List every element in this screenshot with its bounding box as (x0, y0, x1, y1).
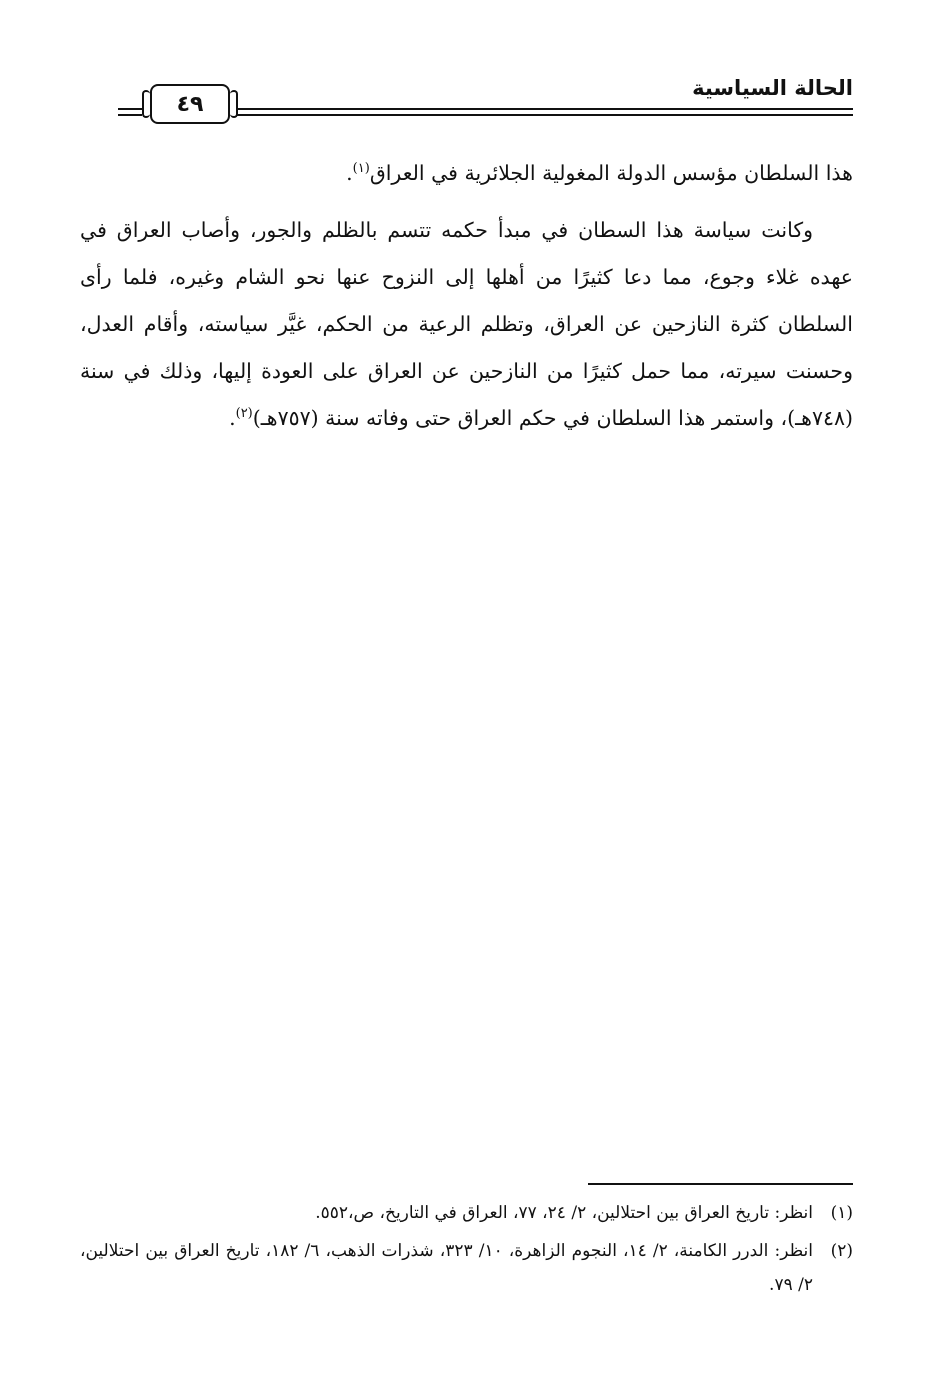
paragraph-1: هذا السلطان مؤسس الدولة المغولية الجلائرية في العراق$^{(١)}$. (346, 161, 853, 185)
footnote-ref-1: (١) (352, 161, 370, 177)
page-number: ٤٩ (176, 91, 204, 117)
header-rule-right-top (236, 108, 853, 110)
footnote-text: انظر: الدرر الكامنة، ٢/ ١٤، النجوم الزاهرة، ١٠/ ٣٢٣، شذرات الذهب، ٦/ ١٨٢، تاريخ العراق بين احتلالين، ٢/ ٧٩. (80, 1241, 813, 1295)
footnote-2 (80, 1234, 853, 1302)
footnote-1 (80, 1196, 853, 1230)
footnote-number: (٢) (830, 1241, 853, 1261)
header-rule-right-bottom (236, 114, 853, 116)
footnotes (80, 1196, 853, 1306)
main-text (80, 150, 853, 442)
footnote-text: انظر: تاريخ العراق بين احتلالين، ٢/ ٢٤، ٧٧، العراق في التاريخ، ص،٥٥٢. (315, 1203, 813, 1223)
paragraph-2: وكانت سياسة هذا السطان في مبدأ حكمه تتسم بالظلم والجور، وأصاب العراق في عهده غلاء وجوع، مما دعا كثيرًا من أهلها إلى النزوح عنها نحو الشام وغيره، فلما رأى السلطان كثرة النازحين عن العراق، وتظلم الرعية من الحكم، غيَّر سياسته، وأقام العدل، وحسنت سيرته، مما حمل كثيرًا من النازحين عن العراق على العودة إليها، وذلك في سنة (٧٤٨هـ)، واستمر هذا السلطان في حكم العراق حتى وفاته سنة (٧٥٧هـ)$^{(٢)}$. (80, 218, 853, 430)
header-rule-left-top (118, 108, 142, 110)
footnote-ref-2: (٢) (235, 406, 253, 422)
page-number-badge (150, 84, 230, 124)
footnote-number: (١) (830, 1203, 853, 1223)
header-rule-left-bottom (118, 114, 142, 116)
footnote-separator (588, 1183, 853, 1185)
running-header-title: الحالة السياسية (692, 76, 853, 100)
